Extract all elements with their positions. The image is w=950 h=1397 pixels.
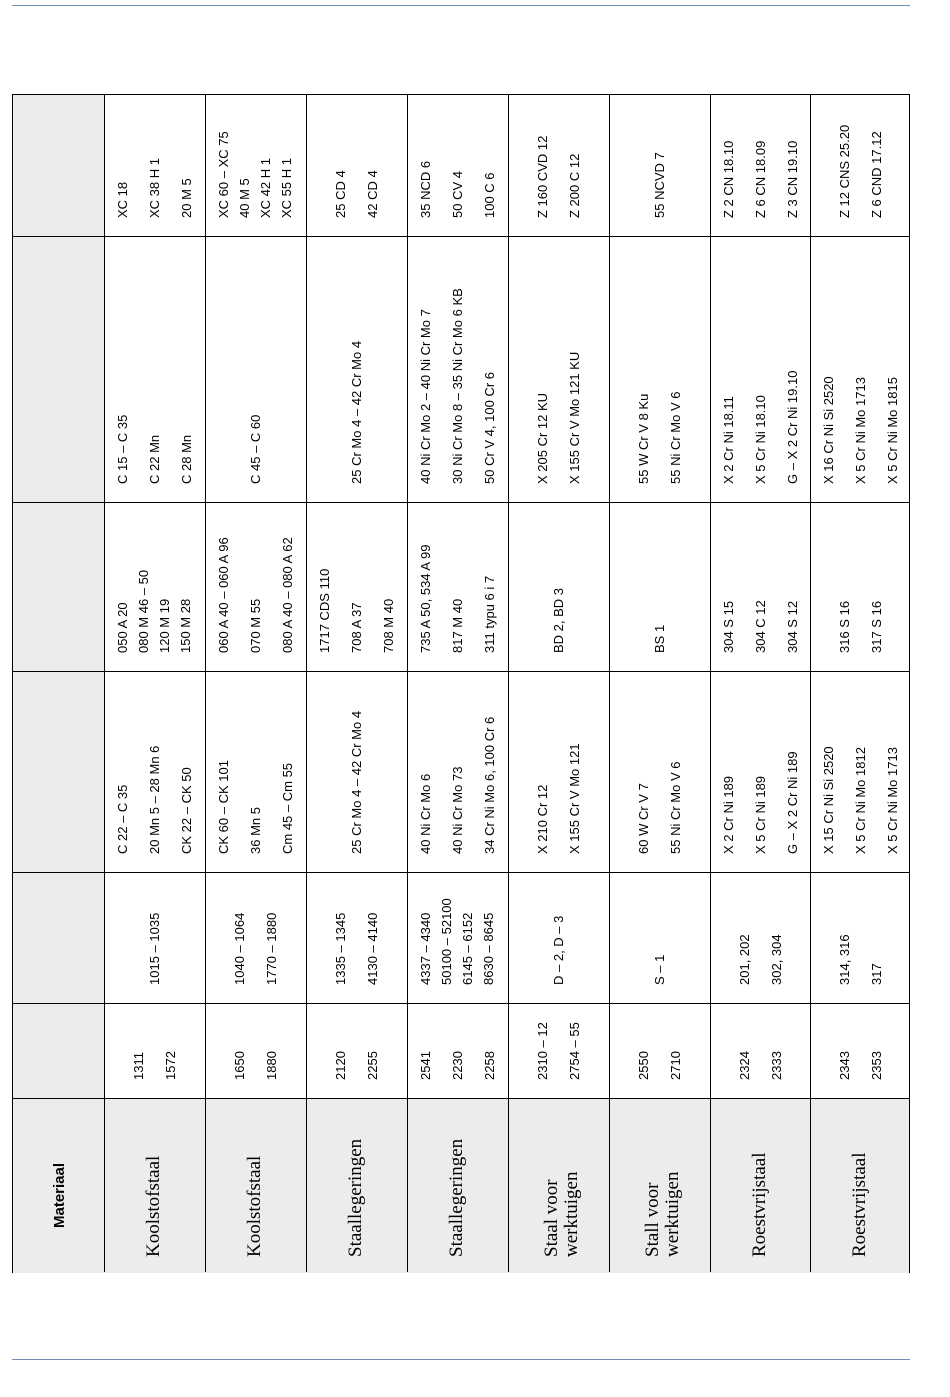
cell-uni: 40 Ni Cr Mo 2 – 40 Ni Cr Mo 7 bbox=[417, 309, 433, 484]
cell-din: G – X 2 Cr Ni 189 bbox=[784, 751, 800, 854]
cell-aisi: 6145 – 6152 bbox=[460, 912, 475, 985]
cell-codes: 2353 bbox=[868, 1051, 884, 1080]
cell-afnor: Z 2 CN 18.10 bbox=[720, 140, 736, 218]
cell-din: CK 60 – CK 101 bbox=[215, 760, 231, 854]
material-name: Koolstofstaal bbox=[143, 1155, 164, 1257]
col-line bbox=[205, 95, 206, 1272]
cell-codes: 1572 bbox=[162, 1051, 178, 1080]
cell-afnor: XC 42 H 1 bbox=[258, 158, 273, 218]
cell-codes: 2324 bbox=[736, 1051, 752, 1080]
top-rule bbox=[12, 5, 910, 6]
cell-afnor: Z 160 CVD 12 bbox=[534, 135, 550, 218]
col-line bbox=[508, 95, 509, 1272]
cell-bs: 317 S 16 bbox=[868, 600, 884, 653]
cell-aisi: 317 bbox=[868, 963, 884, 985]
cell-afnor: Z 3 CN 19.10 bbox=[784, 140, 800, 218]
cell-codes: 2333 bbox=[768, 1051, 784, 1080]
row-line bbox=[13, 671, 909, 672]
cell-aisi: 4337 – 4340 bbox=[418, 912, 433, 985]
cell-bs: BD 2, BD 3 bbox=[550, 587, 566, 653]
cell-bs: 1717 CDS 110 bbox=[316, 568, 332, 653]
cell-codes: 2258 bbox=[481, 1051, 497, 1080]
cell-din: 40 Ni Cr Mo 73 bbox=[449, 766, 465, 854]
cell-codes: 2310 – 12 bbox=[534, 1022, 550, 1080]
material-name: Stall voor werktuigen bbox=[642, 1171, 683, 1257]
cell-afnor: 50 CV 4 bbox=[449, 171, 465, 218]
cell-din: X 5 Cr Ni 189 bbox=[752, 775, 768, 854]
cell-codes: 2120 bbox=[332, 1051, 348, 1080]
cell-uni: C 22 Mn bbox=[146, 434, 162, 484]
cell-aisi: 4130 – 4140 bbox=[364, 912, 380, 985]
cell-bs: 304 S 12 bbox=[784, 600, 800, 653]
cell-afnor: 25 CD 4 bbox=[332, 170, 348, 218]
col-line bbox=[407, 95, 408, 1272]
material-name: Koolstofstaal bbox=[244, 1155, 265, 1257]
cell-bs: 060 A 40 – 060 A 96 bbox=[215, 537, 231, 653]
cell-din: Cm 45 – Cm 55 bbox=[279, 762, 295, 854]
material-name: Staallegeringen bbox=[345, 1138, 366, 1257]
cell-bs: 304 S 15 bbox=[720, 600, 736, 653]
cell-din: 34 Cr Ni Mo 6, 100 Cr 6 bbox=[481, 716, 497, 854]
cell-din: X 5 Cr Ni Mo 1713 bbox=[884, 747, 900, 854]
cell-din: X 5 Cr Ni Mo 1812 bbox=[852, 747, 868, 854]
cell-uni: X 16 Cr Ni Si 2520 bbox=[820, 376, 836, 484]
cell-uni: 30 Ni Cr Mo 8 – 35 Ni Cr Mo 6 KB bbox=[449, 288, 465, 484]
cell-uni: X 5 Cr Ni Mo 1815 bbox=[884, 377, 900, 484]
cell-afnor: XC 18 bbox=[114, 181, 130, 218]
cell-afnor: Z 12 CNS 25.20 bbox=[836, 124, 852, 218]
cell-aisi: 50100 – 52100 bbox=[439, 898, 454, 985]
cell-din: X 210 Cr 12 bbox=[534, 784, 550, 854]
material-name: Staallegeringen bbox=[446, 1138, 467, 1257]
cell-din: 20 Mn 5 – 28 Mn 6 bbox=[146, 745, 162, 854]
cell-din: C 22 – C 35 bbox=[114, 784, 130, 854]
cell-bs: 708 A 37 bbox=[348, 602, 364, 653]
cell-afnor: Z 200 C 12 bbox=[566, 153, 582, 218]
col-line bbox=[306, 95, 307, 1272]
cell-afnor: 100 C 6 bbox=[481, 172, 497, 218]
cell-uni: X 205 Cr 12 KU bbox=[534, 392, 550, 484]
material-table bbox=[12, 94, 910, 1273]
cell-aisi: S – 1 bbox=[651, 954, 667, 985]
cell-bs: 150 M 28 bbox=[178, 598, 193, 653]
cell-bs: 735 A 50, 534 A 99 bbox=[417, 544, 433, 653]
cell-uni: C 15 – C 35 bbox=[114, 414, 130, 484]
cell-din: CK 22 – CK 50 bbox=[178, 767, 194, 854]
col-line bbox=[609, 95, 610, 1272]
cell-afnor: 35 NCD 6 bbox=[417, 160, 433, 218]
col-line bbox=[810, 95, 811, 1272]
row-line bbox=[13, 1003, 909, 1004]
cell-uni: X 5 Cr Ni 18.10 bbox=[752, 395, 768, 484]
cell-afnor: Z 6 CND 17.12 bbox=[868, 131, 884, 218]
bottom-rule bbox=[12, 1359, 910, 1360]
cell-aisi: 1770 – 1880 bbox=[263, 912, 279, 985]
header-col-shade bbox=[13, 95, 104, 1273]
cell-aisi: 201, 202 bbox=[736, 934, 752, 985]
row-line bbox=[13, 1098, 909, 1099]
cell-bs: 070 M 55 bbox=[247, 598, 263, 653]
cell-bs: 304 C 12 bbox=[752, 600, 768, 653]
cell-codes: 2255 bbox=[364, 1051, 380, 1080]
cell-codes: 1650 bbox=[231, 1051, 247, 1080]
cell-codes: 2710 bbox=[667, 1051, 683, 1080]
cell-codes: 2343 bbox=[836, 1051, 852, 1080]
cell-aisi: D – 2, D – 3 bbox=[550, 915, 566, 985]
cell-afnor: XC 55 H 1 bbox=[279, 158, 294, 218]
cell-codes: 2550 bbox=[635, 1051, 651, 1080]
cell-uni: 25 Cr Mo 4 – 42 Cr Mo 4 bbox=[348, 340, 364, 484]
cell-aisi: 1040 – 1064 bbox=[231, 912, 247, 985]
cell-uni: 55 Ni Cr Mo V 6 bbox=[667, 391, 683, 484]
cell-uni: C 45 – C 60 bbox=[247, 414, 263, 484]
cell-aisi: 8630 – 8645 bbox=[481, 912, 496, 985]
cell-afnor: 55 NCVD 7 bbox=[651, 152, 667, 218]
cell-din: 25 Cr Mo 4 – 42 Cr Mo 4 bbox=[348, 710, 364, 854]
cell-afnor: XC 60 – XC 75 bbox=[216, 131, 231, 218]
cell-din: 36 Mn 5 bbox=[247, 807, 263, 854]
cell-codes: 2754 – 55 bbox=[566, 1022, 582, 1080]
cell-codes: 1880 bbox=[263, 1051, 279, 1080]
cell-din: 40 Ni Cr Mo 6 bbox=[417, 773, 433, 854]
cell-aisi: 302, 304 bbox=[768, 934, 784, 985]
cell-bs: 708 M 40 bbox=[380, 598, 396, 653]
cell-din: X 15 Cr Ni Si 2520 bbox=[820, 746, 836, 854]
cell-afnor: Z 6 CN 18.09 bbox=[752, 140, 768, 218]
material-name: Roestvrijstaal bbox=[749, 1152, 770, 1257]
cell-afnor: 40 M 5 bbox=[237, 178, 252, 218]
cell-din: X 2 Cr Ni 189 bbox=[720, 775, 736, 854]
cell-aisi: 1015 – 1035 bbox=[146, 912, 162, 985]
cell-afnor: XC 38 H 1 bbox=[146, 158, 162, 218]
row-line bbox=[13, 236, 909, 237]
cell-uni: 55 W Cr V 8 Ku bbox=[635, 393, 651, 484]
cell-bs: 080 M 46 – 50 bbox=[136, 569, 151, 653]
cell-uni: X 155 Cr V Mo 121 KU bbox=[566, 351, 582, 484]
col-line bbox=[710, 95, 711, 1272]
cell-afnor: 20 M 5 bbox=[178, 178, 194, 218]
cell-uni: X 2 Cr Ni 18.11 bbox=[720, 396, 736, 484]
cell-bs: BS 1 bbox=[651, 624, 667, 653]
material-name: Roestvrijstaal bbox=[849, 1152, 870, 1257]
col-line bbox=[104, 95, 105, 1272]
cell-bs: 120 M 19 bbox=[157, 598, 172, 653]
cell-codes: 2230 bbox=[449, 1051, 465, 1080]
cell-uni: G – X 2 Cr Ni 19.10 bbox=[784, 370, 800, 484]
cell-bs: 311 typu 6 i 7 bbox=[481, 575, 497, 653]
header-label: Materiaal bbox=[51, 1162, 68, 1228]
cell-bs: 817 M 40 bbox=[449, 598, 465, 653]
cell-aisi: 1335 – 1345 bbox=[332, 912, 348, 985]
cell-uni: X 5 Cr Ni Mo 1713 bbox=[852, 377, 868, 484]
cell-bs: 080 A 40 – 080 A 62 bbox=[279, 537, 295, 653]
cell-uni: 50 Cr V 4, 100 Cr 6 bbox=[481, 372, 497, 484]
cell-codes: 2541 bbox=[417, 1051, 433, 1080]
cell-din: 60 W Cr V 7 bbox=[635, 783, 651, 854]
cell-bs: 316 S 16 bbox=[836, 600, 852, 653]
cell-din: 55 Ni Cr Mo V 6 bbox=[667, 761, 683, 854]
cell-aisi: 314, 316 bbox=[836, 934, 852, 985]
row-line bbox=[13, 502, 909, 503]
cell-codes: 1311 bbox=[130, 1052, 146, 1080]
cell-bs: 050 A 20 bbox=[115, 602, 130, 653]
material-name: Staal voor werktuigen bbox=[541, 1171, 582, 1257]
cell-afnor: 42 CD 4 bbox=[364, 170, 380, 218]
cell-din: X 155 Cr V Mo 121 bbox=[566, 743, 582, 854]
cell-uni: C 28 Mn bbox=[178, 434, 194, 484]
row-line bbox=[13, 872, 909, 873]
